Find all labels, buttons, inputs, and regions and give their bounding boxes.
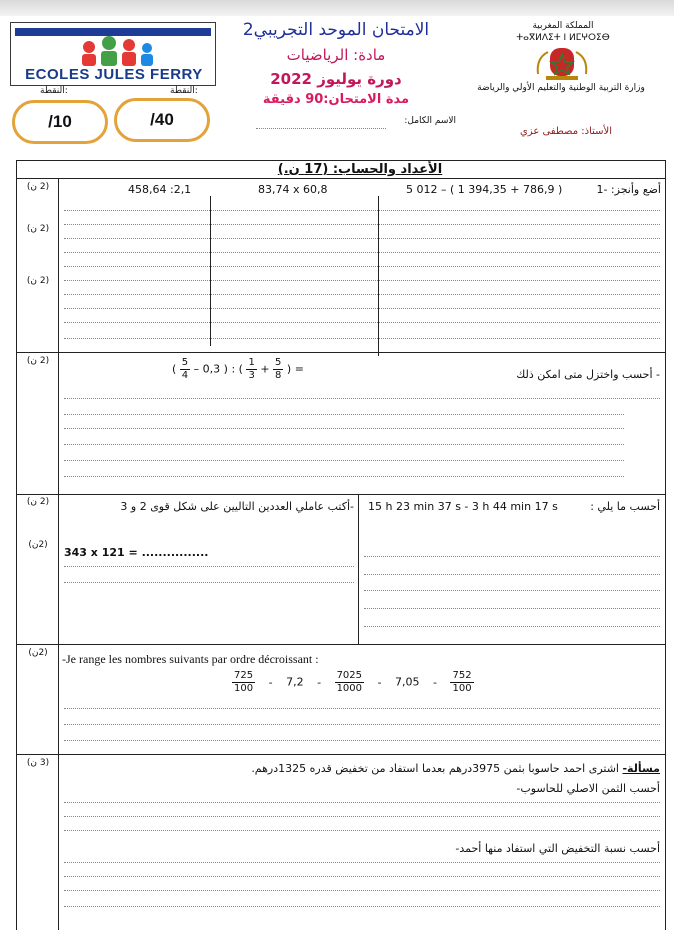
answer-line — [364, 556, 660, 557]
points-q2: (2 ن) — [26, 356, 50, 366]
paren: ) = — [286, 362, 304, 376]
numerator: 752 — [452, 670, 472, 681]
q1-operation-1: 5 012 – ( 1 394,35 + 786,9 ) — [406, 183, 563, 196]
teacher: الأستاذ: مصطفى عزي — [519, 126, 613, 137]
column-line-1 — [210, 196, 211, 346]
q4-blank: ................ — [141, 546, 209, 559]
q3-expression: 15 h 23 min 37 s - 3 h 44 min 17 s — [368, 500, 558, 513]
operator: – 0,3 ) : ( — [193, 362, 243, 376]
q5-label: -Je range les nombres suivants par ordre décroissant : — [62, 652, 319, 666]
q3-label: أحسب ما يلي : — [590, 500, 660, 513]
ministry: وزارة التربية الوطنية والتعليم الأولي والرياضة — [477, 83, 645, 93]
answer-line — [64, 708, 660, 709]
answer-line — [64, 280, 660, 281]
coat-of-arms-icon — [532, 44, 592, 82]
fraction-1-3 — [246, 357, 256, 382]
q1-operation-3: 458,64 :2,1 — [128, 183, 192, 196]
answer-line — [64, 308, 660, 309]
answer-line — [64, 252, 660, 253]
points-q1a: (2 ن) — [26, 182, 50, 192]
denominator: 100 — [234, 683, 254, 694]
fraction-752-100 — [450, 670, 473, 695]
answer-line — [64, 322, 660, 323]
score-label-1: النقطة: — [40, 86, 68, 96]
logo-text: ECOLES JULES FERRY — [25, 66, 203, 83]
points-q3: (2 ن) — [26, 497, 50, 507]
answer-line — [64, 338, 660, 339]
divider — [16, 494, 666, 495]
divider — [16, 352, 666, 353]
paren: ( — [172, 362, 177, 376]
answer-line — [64, 830, 660, 831]
column-line-3 — [358, 494, 359, 644]
operator: + — [260, 362, 270, 376]
column-line-2 — [378, 196, 379, 356]
denominator: 4 — [181, 370, 189, 381]
duration: مدة الامتحان:90 دقيقة — [262, 92, 410, 107]
problem-label: مسألة- — [622, 762, 660, 775]
points-q1b: (2 ن) — [26, 224, 50, 234]
answer-line — [64, 294, 660, 295]
kingdom-tifinagh: ⵜⴰⴳⵍⴷⵉⵜ ⵏ ⵍⵎⵖⵔⵉⴱ — [516, 33, 610, 43]
numerator: 1 — [248, 357, 255, 368]
answer-line — [64, 724, 660, 725]
points-q4: (2ن) — [28, 540, 48, 550]
separator: - — [317, 675, 322, 689]
answer-line — [64, 224, 660, 225]
kingdom-arabic: المملكة المغربية — [532, 21, 594, 31]
answer-line — [64, 476, 624, 477]
answer-line — [364, 590, 660, 591]
points-q5: (2ن) — [28, 648, 48, 658]
name-dotted-line — [256, 128, 386, 129]
full-name-label: الاسم الكامل: — [404, 116, 456, 126]
fraction-5-4 — [180, 357, 190, 382]
q6-problem — [210, 762, 660, 775]
value-7-05: 7,05 — [395, 675, 420, 689]
q4-label: -أكتب عاملي العددين التاليين على شكل قوى 2 و 3 — [120, 500, 354, 513]
divider — [16, 644, 666, 645]
answer-line — [64, 876, 660, 877]
exam-title: الامتحان الموحد التجريبي2 — [242, 20, 430, 40]
fraction-7025-1000 — [335, 670, 364, 695]
q4-expression — [64, 546, 208, 559]
answer-line — [64, 238, 660, 239]
fraction-5-8 — [273, 357, 283, 382]
value-7-2: 7,2 — [286, 675, 304, 689]
q1-operation-2: 83,74 x 60,8 — [258, 183, 328, 196]
session: دورة يوليوز 2022 — [270, 70, 402, 88]
answer-line — [64, 802, 660, 803]
kingdom-header — [478, 20, 648, 44]
answer-line — [364, 626, 660, 627]
q6-part-a: أحسب الثمن الاصلي للحاسوب- — [516, 782, 660, 795]
denominator: 8 — [275, 370, 282, 381]
answer-line — [64, 444, 624, 445]
divider — [16, 178, 666, 179]
answer-line — [64, 414, 624, 415]
q6-part-b: أحسب نسبة التخفيض التي استفاد منها أحمد- — [455, 842, 660, 855]
q4-expr-text: 343 x 121 = — [64, 546, 142, 559]
denominator: 3 — [248, 370, 255, 381]
q2-expression — [172, 357, 304, 382]
answer-line — [64, 460, 624, 461]
answer-line — [64, 210, 660, 211]
answer-line — [64, 890, 660, 891]
q2-label: - أحسب واختزل متى امكن ذلك — [516, 368, 660, 381]
divider — [16, 754, 666, 755]
answer-line — [64, 566, 354, 567]
points-column-divider — [58, 178, 59, 930]
fraction-725-100 — [232, 670, 255, 695]
score-box-40: /40 — [114, 98, 210, 142]
answer-line — [64, 582, 354, 583]
answer-line — [364, 574, 660, 575]
score-box-10: /10 — [12, 100, 108, 144]
exam-frame — [16, 160, 666, 930]
separator: - — [433, 675, 437, 689]
subject: مادة: الرياضيات — [286, 46, 386, 64]
q5-values — [232, 670, 474, 695]
answer-line — [64, 398, 660, 399]
separator: - — [268, 675, 273, 689]
separator: - — [377, 675, 382, 689]
q1-label: أضع وأنجز: -1 — [596, 183, 661, 196]
numerator: 5 — [275, 357, 282, 368]
numerator: 725 — [234, 670, 254, 681]
denominator: 1000 — [336, 683, 363, 694]
answer-line — [64, 816, 660, 817]
answer-line — [64, 266, 660, 267]
denominator: 100 — [452, 683, 472, 694]
numerator: 5 — [181, 357, 189, 368]
answer-line — [64, 740, 660, 741]
top-band — [0, 0, 674, 16]
answer-line — [64, 862, 660, 863]
points-q6: (3 ن) — [26, 758, 50, 768]
answer-line — [364, 608, 660, 609]
answer-line — [64, 906, 660, 907]
answer-line — [64, 428, 624, 429]
section-title: الأعداد والحساب: (17 ن.) — [277, 162, 443, 177]
problem-text: اشترى احمد حاسوبا بثمن 3975درهم بعدما استفاد من تخفيض قدره 1325درهم. — [251, 762, 619, 775]
points-q1c: (2 ن) — [26, 276, 50, 286]
score-label-2: النقطة: — [170, 86, 198, 96]
numerator: 7025 — [336, 670, 363, 681]
